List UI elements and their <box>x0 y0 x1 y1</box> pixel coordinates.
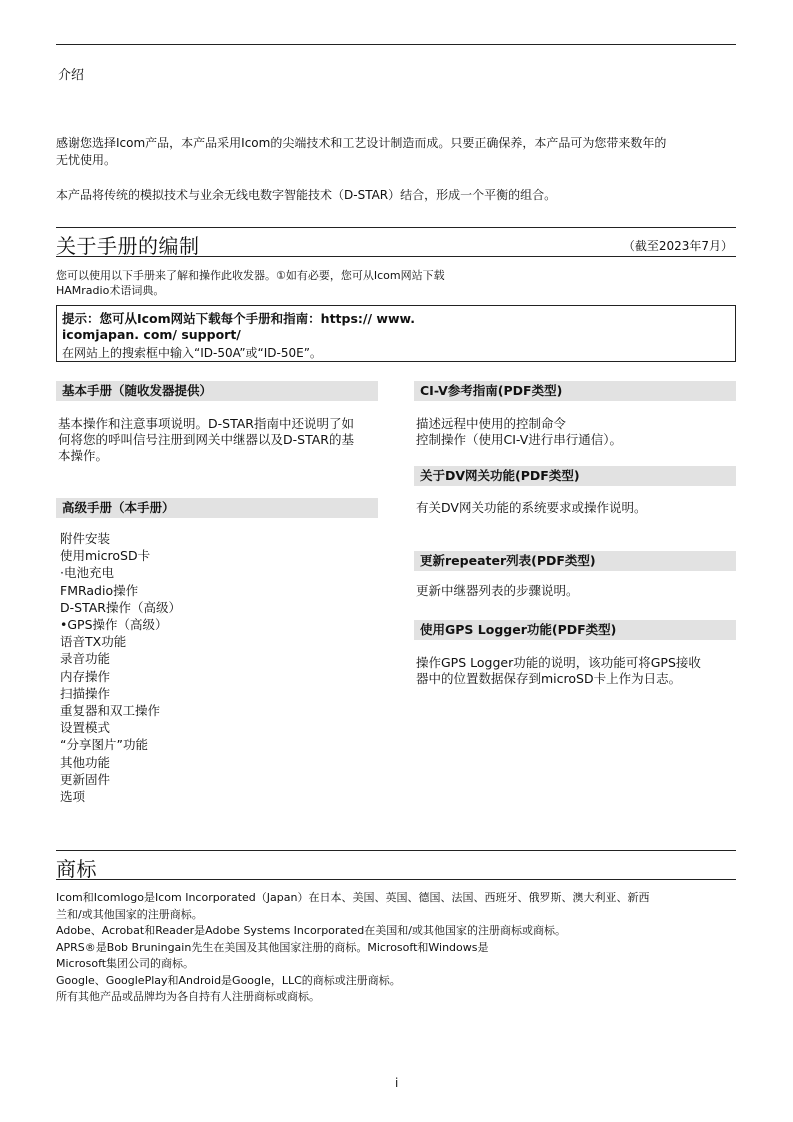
page-number: i <box>395 1076 399 1090</box>
manual-section-title: 关于手册的编制 <box>56 234 200 258</box>
manual-top-divider <box>56 227 736 228</box>
trademark-top-divider <box>56 850 736 851</box>
manual-description: 您可以使用以下手册来了解和操作此收发器。①如有必要，您可从Icom网站下载 HAMradio术语词典。 <box>56 269 445 297</box>
dv-gateway-header: 关于DV网关功能(PDF类型) <box>414 466 736 486</box>
tip-text: 提示：您可从Icom网站下载每个手册和指南：https:// www. icomjapan. com/ support/ <box>62 311 415 342</box>
list-item: 内存操作 <box>60 668 111 684</box>
list-item: 其他功能 <box>60 754 111 770</box>
support-link[interactable]: icomjapan. com/ support/ <box>62 327 241 342</box>
intro-paragraph: 感谢您选择Icom产品，本产品采用Icom的尖端技术和工艺设计制造而成。只要正确保养，本产品可为您带来数年的 无忧使用。 <box>56 136 667 167</box>
list-item: 选项 <box>60 789 86 805</box>
gps-logger-header: 使用GPS Logger功能(PDF类型) <box>414 620 736 640</box>
list-item: 扫描操作 <box>60 685 111 701</box>
list-item: D-STAR操作（高级） <box>60 599 181 615</box>
manual-bottom-divider <box>56 256 736 257</box>
list-item: 录音功能 <box>60 651 111 667</box>
civ-guide-header: CI-V参考指南(PDF类型) <box>414 381 736 401</box>
basic-manual-description: 基本操作和注意事项说明。D-STAR指南中还说明了如 何将您的呼叫信号注册到网关中继器以及D-STAR的基 本操作。 <box>58 416 354 463</box>
advanced-manual-header: 高级手册（本手册） <box>56 498 378 518</box>
list-item: 使用microSD卡 <box>60 548 151 564</box>
gps-logger-description: 操作GPS Logger功能的说明，该功能可将GPS接收 器中的位置数据保存到microSD卡上作为日志。 <box>416 655 701 686</box>
list-item: FMRadio操作 <box>60 582 139 598</box>
list-item: 附件安装 <box>60 531 111 546</box>
trademark-text: Icom和Icomlogo是Icom Incorporated（Japan）在日本、美国、英国、德国、法国、西班牙、俄罗斯、澳大利亚、新西 兰和/或其他国家的注册商标。 Adobe、Acrobat和Reader是Adobe Systems Incorporated在美国和/或其他国家的注册商标或商标。 APRS®是Bob Bruningain先生在美国及其他国家注册的商标。Microsoft和Windows是 Microsoft集团公司的商标。 Google、GooglePlay和Android是Google，LLC的商标或注册商标。 所有其他产品或品牌均为各自持有人注册商标或商标。 <box>56 891 650 1003</box>
civ-guide-description: 描述远程中使用的控制命令 控制操作（使用CI-V进行串行通信）。 <box>416 416 622 447</box>
list-item: •GPS操作（高级） <box>60 617 168 633</box>
advanced-manual-contents <box>60 530 181 805</box>
list-item: 重复器和双工操作 <box>60 703 161 719</box>
repeater-list-header: 更新repeater列表(PDF类型) <box>414 551 736 571</box>
basic-manual-header: 基本手册（随收发器提供） <box>56 381 378 401</box>
dv-gateway-description: 有关DV网关功能的系统要求或操作说明。 <box>416 500 647 515</box>
list-item: “分享图片”功能 <box>60 737 148 753</box>
list-item: 设置模式 <box>60 720 111 736</box>
intro-title: 介绍 <box>58 68 85 83</box>
intro-paragraph-2: 本产品将传统的模拟技术与业余无线电数字智能技术（D-STAR）结合，形成一个平衡的组合。 <box>56 188 557 202</box>
list-item: 更新固件 <box>60 771 111 787</box>
tip-box <box>56 305 736 362</box>
top-divider <box>56 44 736 45</box>
manual-date: （截至2023年7月） <box>622 239 733 253</box>
repeater-list-description: 更新中继器列表的步骤说明。 <box>416 583 579 598</box>
list-item: 语音TX功能 <box>60 634 127 650</box>
trademark-section-title: 商标 <box>56 857 97 881</box>
tip-search-hint: 在网站上的搜索框中输入“ID-50A”或“ID-50E”。 <box>62 346 322 360</box>
trademark-bottom-divider <box>56 879 736 880</box>
list-item: ·电池充电 <box>60 565 114 581</box>
